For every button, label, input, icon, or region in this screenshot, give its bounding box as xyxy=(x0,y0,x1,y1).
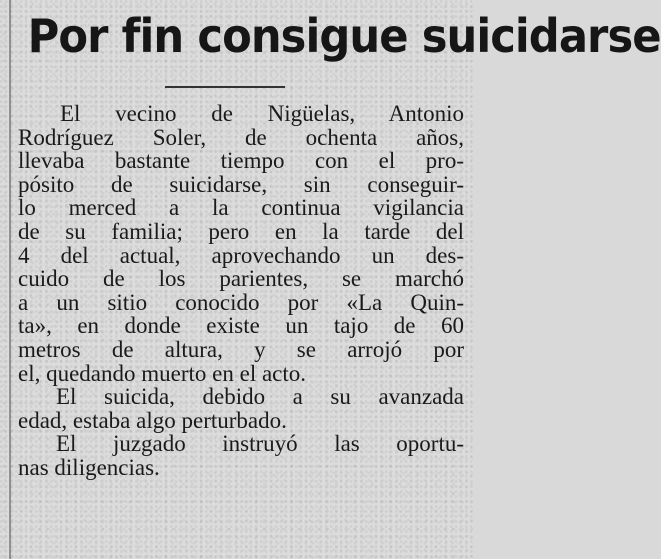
article-line: llevaba bastante tiempo con el pro- xyxy=(18,148,464,174)
article-line: nas diligencias. xyxy=(18,454,160,480)
headline: Por fin consigue suicidarse xyxy=(27,9,661,63)
paragraph-1 xyxy=(18,102,464,385)
article-line: a un sitio conocido por «La Quin- xyxy=(18,289,464,315)
column-rule xyxy=(9,0,11,559)
article-line: pósito de suicidarse, sin conseguir- xyxy=(18,171,464,197)
headline-divider xyxy=(165,86,285,88)
article-line: ta», en donde existe un tajo de 60 xyxy=(18,313,464,339)
paragraph-2 xyxy=(18,385,464,432)
article-body xyxy=(18,102,464,480)
article-line: El vecino de Nigüelas, Antonio xyxy=(60,101,464,126)
article-line: El suicida, debido a su avanzada xyxy=(56,384,464,410)
article-line: metros de altura, y se arrojó por xyxy=(18,336,464,362)
article-line: 4 del actual, aprovechando un des- xyxy=(18,242,464,268)
article-line: de su familia; pero en la tarde del xyxy=(18,218,464,244)
article-line: el, quedando muerto en el acto. xyxy=(18,360,307,386)
article-line: Rodríguez Soler, de ochenta años, xyxy=(18,124,464,150)
article-line: cuido de los parientes, se marchó xyxy=(18,266,464,292)
article-line: lo merced a la continua vigilancia xyxy=(18,195,464,221)
article-line: El juzgado instruyó las oportu- xyxy=(56,431,464,457)
article-line: edad, estaba algo perturbado. xyxy=(18,407,287,433)
paragraph-3 xyxy=(18,432,464,479)
